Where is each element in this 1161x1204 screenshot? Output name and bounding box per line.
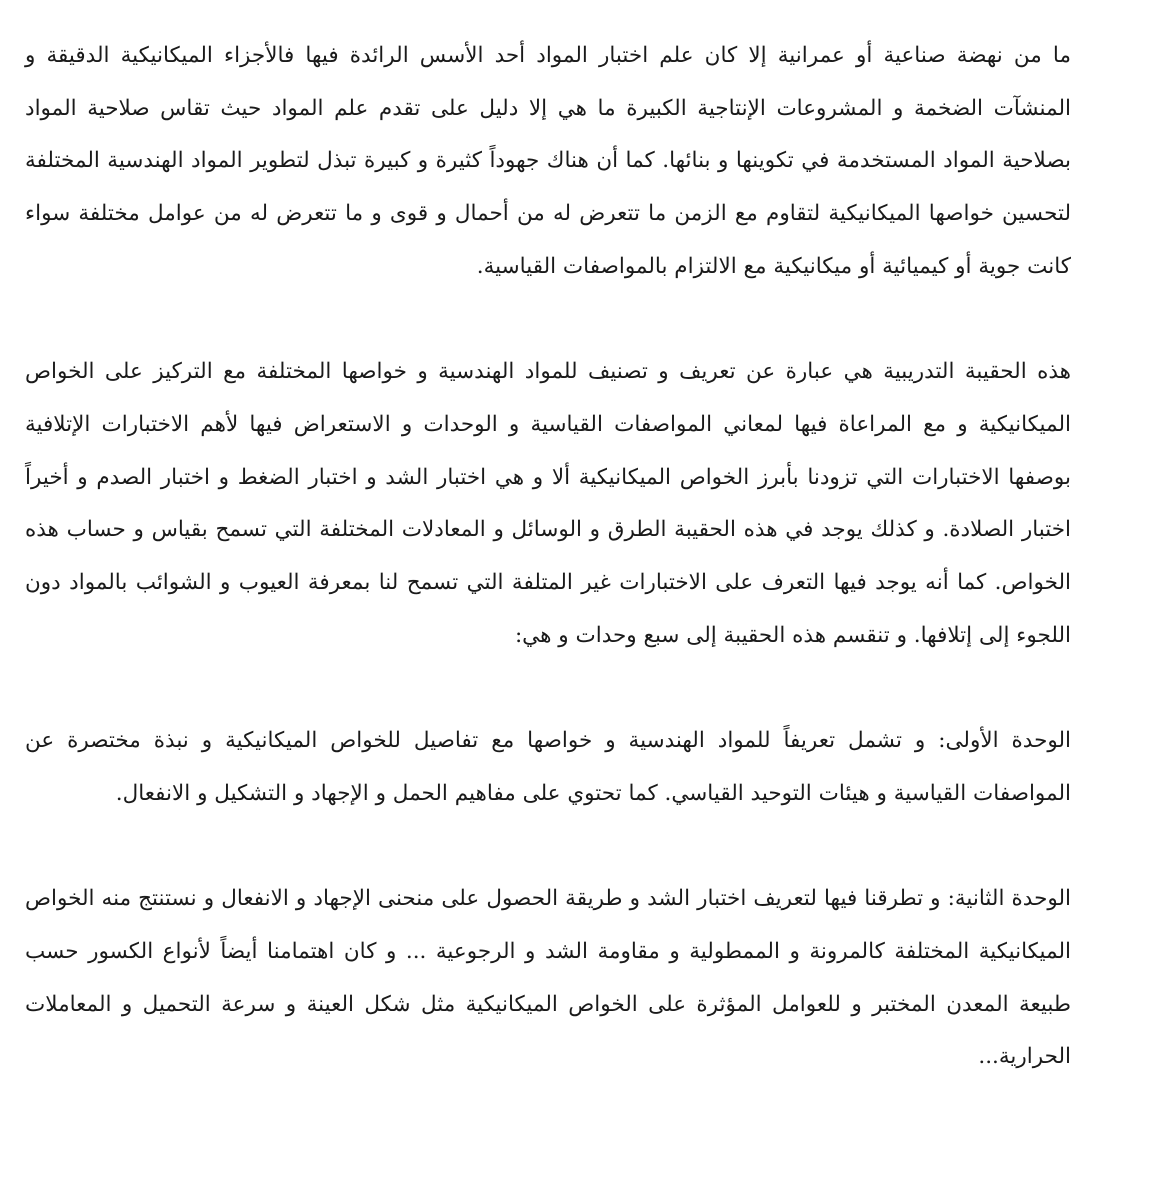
paragraph-unit-one: الوحدة الأولى: و تشمل تعريفاً للمواد الهندسية و خواصها مع تفاصيل للخواص الميكانيكية و نبذة مختصرة عن المواصفات القياسية و هيئات التوحيد القياسي. كما تحتوي على مفاهيم الحمل و الإجهاد و التشكيل و الانفعال. [25, 728, 1071, 806]
paragraph-intro: ما من نهضة صناعية أو عمرانية إلا كان علم اختبار المواد أحد الأسس الرائدة فيها فالأجزاء الميكانيكية الدقيقة و المنشآت الضخمة و المشروعات الإنتاجية الكبيرة ما هي إلا دليل على تقدم علم المواد حيث تقاس صلاحية المواد بصلاحية المواد المستخدمة في تكوينها و بنائها. كما أن هناك جهوداً كثيرة و كبيرة تبذل لتطوير المواد الهندسية المختلفة لتحسين خواصها الميكانيكية لتقاوم مع الزمن ما تتعرض له من أحمال و قوى و ما تتعرض له من عوامل مختلفة سواء كانت جوية أو كيميائية أو ميكانيكية مع الالتزام بالمواصفات القياسية. [25, 43, 1071, 279]
paragraph-bag-description: هذه الحقيبة التدريبية هي عبارة عن تعريف و تصنيف للمواد الهندسية و خواصها المختلفة مع التركيز على الخواص الميكانيكية و مع المراعاة فيها لمعاني المواصفات القياسية و الوحدات و الاستعراض فيها لأهم الاختبارات الإتلافية بوصفها الاختبارات التي تزودنا بأبرز الخواص الميكانيكية ألا و هي اختبار الشد و اختبار الضغط و اختبار الصدم و أخيراً اختبار الصلادة. و كذلك يوجد في هذه الحقيبة الطرق و الوسائل و المعادلات المختلفة التي تسمح بقياس و حساب هذه الخواص. كما أنه يوجد فيها التعرف على الاختبارات غير المتلفة التي تسمح لنا بمعرفة العيوب و الشوائب بالمواد دون اللجوء إلى إتلافها. و تنقسم هذه الحقيبة إلى سبع وحدات و هي: [25, 359, 1071, 648]
document-page [25, 30, 1071, 1084]
paragraph-unit-two: الوحدة الثانية: و تطرقنا فيها لتعريف اختبار الشد و طريقة الحصول على منحنى الإجهاد و الانفعال و نستنتج منه الخواص الميكانيكية المختلفة كالمرونة و الممطولية و مقاومة الشد و الرجوعية ... و كان اهتمامنا أيضاً لأنواع الكسور حسب طبيعة المعدن المختبر و للعوامل المؤثرة على الخواص الميكانيكية مثل شكل العينة و سرعة التحميل و المعاملات الحرارية... [25, 886, 1071, 1070]
